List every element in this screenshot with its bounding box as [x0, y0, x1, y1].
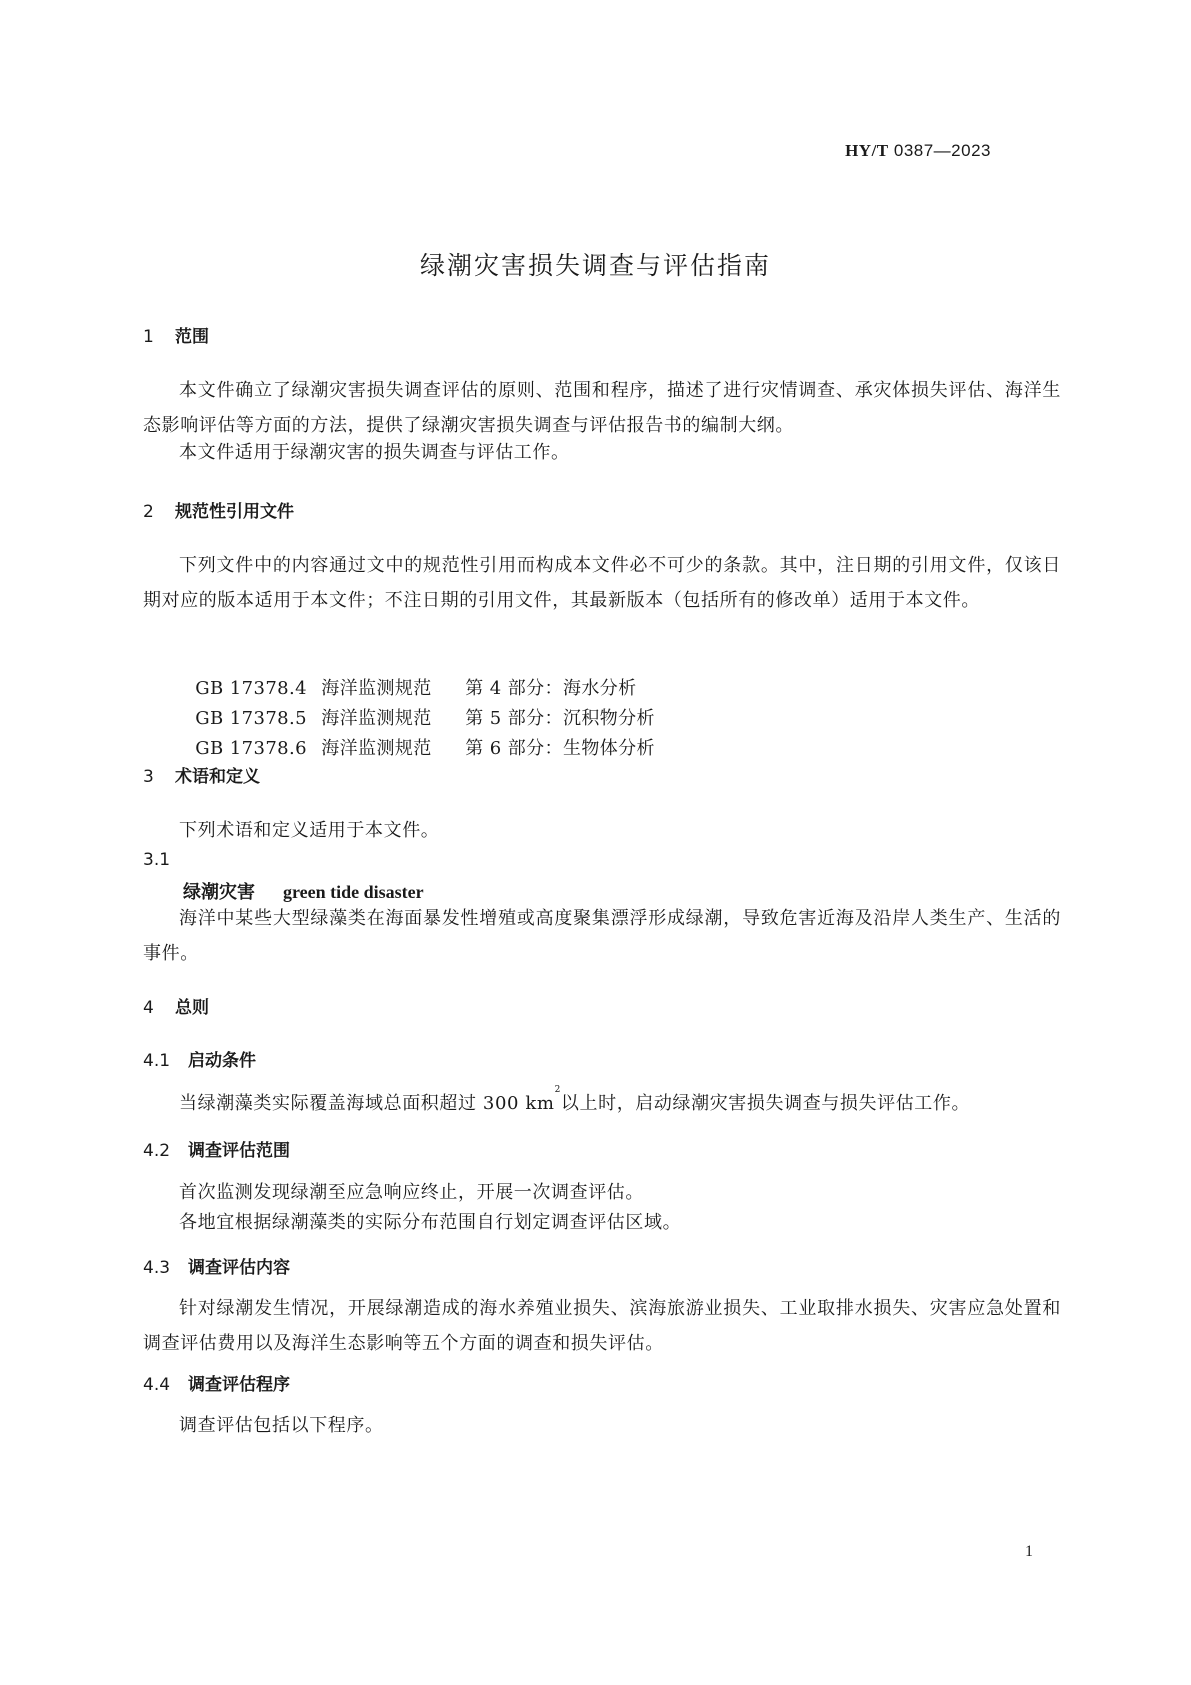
reference-name: 海洋监测规范: [321, 678, 432, 699]
term-english: green tide disaster: [283, 882, 424, 902]
reference-code: GB 17378.4: [195, 678, 308, 699]
subsection-4-2-heading: [143, 1136, 290, 1161]
section-number: 3: [143, 767, 154, 787]
subsection-title: 启动条件: [188, 1051, 256, 1071]
subsection-4-4-paragraph: 调查评估包括以下程序。: [179, 1415, 384, 1436]
subsection-number: 4.1: [143, 1051, 171, 1071]
term-number: 3.1: [143, 850, 171, 870]
section-1-paragraph-1: 本文件确立了绿潮灾害损失调查评估的原则、范围和程序，描述了进行灾情调查、承灾体损失评估、海洋生态影响评估等方面的方法，提供了绿潮灾害损失调查与评估报告书的编制大纲。: [143, 380, 1061, 436]
reference-name: 海洋监测规范: [321, 738, 432, 759]
page-number: 1: [1025, 1543, 1033, 1560]
subsection-4-1-heading: [143, 1046, 256, 1071]
section-2-heading: [143, 497, 294, 522]
section-1-heading: [143, 322, 209, 347]
section-number: 1: [143, 327, 154, 347]
section-1-paragraph-2: 本文件适用于绿潮灾害的损失调查与评估工作。: [179, 442, 570, 463]
section-2-paragraph-1: 下列文件中的内容通过文中的规范性引用而构成本文件必不可少的条款。其中，注日期的引用文件，仅该日期对应的版本适用于本文件；不注日期的引用文件，其最新版本（包括所有的修改单）适用于本文件。: [143, 555, 1061, 611]
subsection-number: 4.2: [143, 1141, 171, 1161]
section-3-paragraph-1: 下列术语和定义适用于本文件。: [179, 820, 440, 841]
term-chinese: 绿潮灾害: [183, 882, 255, 903]
subsection-4-4-heading: [143, 1370, 290, 1395]
document-title: 绿潮灾害损失调查与评估指南: [419, 251, 771, 280]
section-number: 4: [143, 998, 154, 1018]
paragraph-text-before: 当绿潮藻类实际覆盖海域总面积超过 300 km: [179, 1093, 555, 1114]
reference-part: 第 4 部分：海水分析: [465, 678, 637, 699]
reference-name: 海洋监测规范: [321, 708, 432, 729]
code-number: 0387—2023: [893, 141, 991, 160]
subsection-4-2-paragraph-2: 各地宜根据绿潮藻类的实际分布范围自行划定调查评估区域。: [179, 1212, 682, 1233]
reference-item: [183, 696, 655, 766]
section-title: 规范性引用文件: [175, 502, 294, 522]
subsection-title: 调查评估范围: [188, 1141, 290, 1161]
reference-part: 第 5 部分：沉积物分析: [465, 708, 655, 729]
subsection-4-3-heading: [143, 1253, 290, 1278]
section-number: 2: [143, 502, 154, 522]
reference-part: 第 6 部分：生物体分析: [465, 738, 655, 759]
section-title: 范围: [175, 327, 209, 347]
superscript: 2: [554, 1085, 561, 1095]
reference-code: GB 17378.6: [195, 738, 308, 759]
section-3-heading: [143, 762, 260, 787]
subsection-number: 4.4: [143, 1375, 171, 1395]
code-prefix: HY/T: [845, 141, 889, 160]
subsection-4-2-paragraph-1: 首次监测发现绿潮至应急响应终止，开展一次调查评估。: [179, 1182, 644, 1203]
section-title: 总则: [175, 998, 209, 1018]
section-4-heading: [143, 993, 209, 1018]
term-definition: 海洋中某些大型绿藻类在海面暴发性增殖或高度聚集漂浮形成绿潮，导致危害近海及沿岸人类生产、生活的事件。: [143, 908, 1061, 964]
subsection-title: 调查评估内容: [188, 1258, 290, 1278]
subsection-4-1-paragraph: [143, 1086, 1061, 1121]
subsection-4-3-paragraph: 针对绿潮发生情况，开展绿潮造成的海水养殖业损失、滨海旅游业损失、工业取排水损失、灾害应急处置和调查评估费用以及海洋生态影响等五个方面的调查和损失评估。: [143, 1298, 1061, 1354]
section-title: 术语和定义: [175, 767, 260, 787]
document-code: [845, 141, 991, 161]
reference-code: GB 17378.5: [195, 708, 308, 729]
subsection-number: 4.3: [143, 1258, 171, 1278]
subsection-title: 调查评估程序: [188, 1375, 290, 1395]
paragraph-text-after: 以上时，启动绿潮灾害损失调查与损失评估工作。: [560, 1093, 971, 1114]
